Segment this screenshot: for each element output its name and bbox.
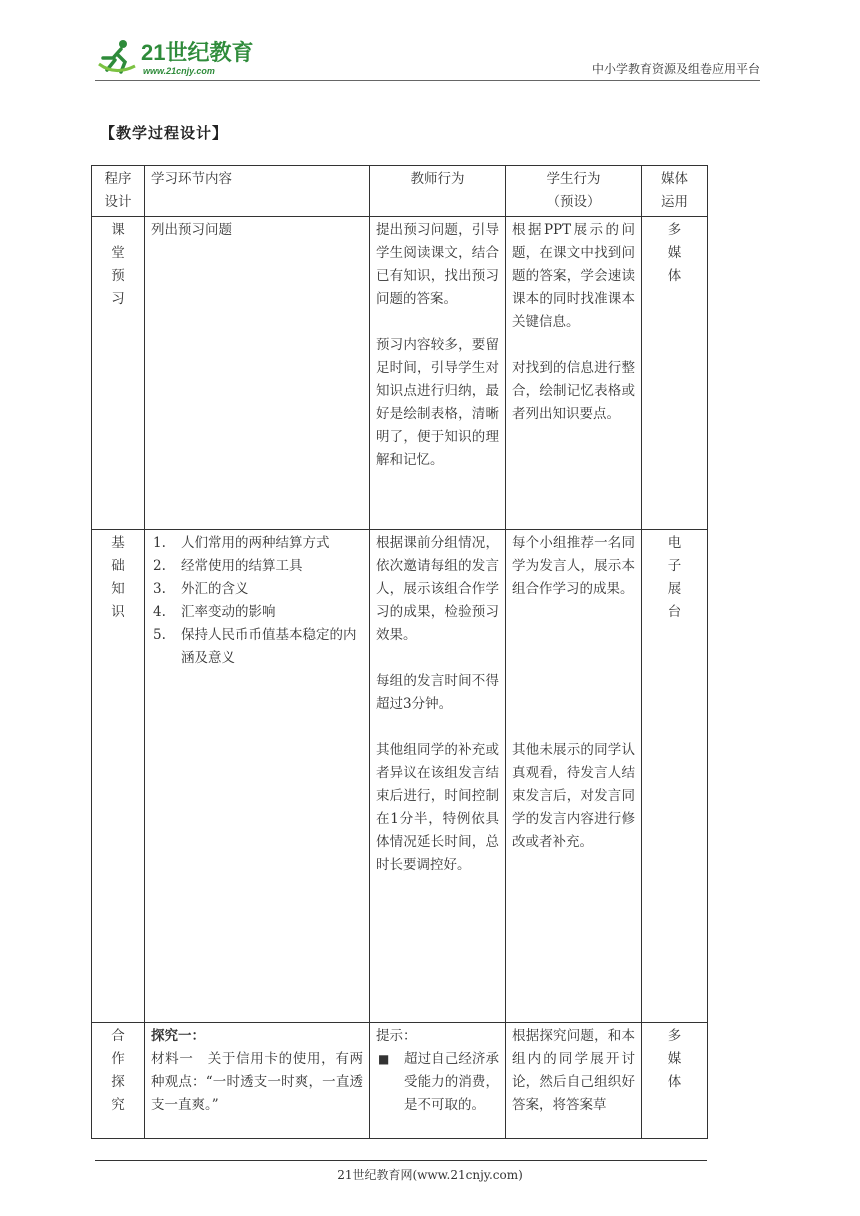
header-divider [95,80,760,81]
platform-name: 中小学教育资源及组卷应用平台 [591,62,760,76]
knowledge-list [151,532,363,670]
section-title: 【教学过程设计】 [100,124,229,142]
media-cell: 多 媒 体 [642,1023,708,1139]
footer-divider [95,1160,707,1161]
content-cell [145,1023,370,1139]
runner-icon [99,40,135,72]
student-cell: 每个小组推荐一名同学为发言人，展示本组合作学习的成果。 其他未展示的同学认真观看，待发言人结束发言后，对发言同学的发言内容进行修改或者补充。 [506,530,642,1023]
table-header-row [92,166,708,217]
header-teacher: 教师行为 [370,166,506,217]
teacher-cell: 根据课前分组情况，依次邀请每组的发言人，展示该组合作学习的成果，检验预习效果。 每组的发言时间不得超过3分钟。 其他组同学的补充或者异议在该组发言结束后进行，时间控制在1分半，特例依具体情况延长时间，总时长要调控好。 [370,530,506,1023]
site-logo [95,36,265,78]
logo-text: 21世纪教育 [141,40,254,65]
square-bullet-icon: ■ [378,1052,390,1066]
header-content: 学习环节内容 [145,166,370,217]
logo-url: www.21cnjy.com [143,66,215,76]
table-row [92,530,708,1023]
media-cell: 多 媒 体 [642,217,708,530]
teacher-cell: 提出预习问题，引导学生阅读课文，结合已有知识，找出预习问题的答案。 预习内容较多，要留足时间，引导学生对知识点进行归纳，最好是绘制表格，清晰明了，便于知识的理解和记忆。 [370,217,506,530]
teacher-cell: 提示： ■ 超过自己经济承受能力的消费，是不可取的。 [370,1023,506,1139]
list-item: 4. 汇率变动的影响 [153,604,276,620]
inquiry-title: 探究一： [151,1028,205,1044]
table-row [92,217,708,530]
stage-cell: 基 础 知 识 [92,530,145,1023]
page-header [95,34,760,82]
content-cell [145,530,370,1023]
table-row [92,1023,708,1139]
content-cell: 列出预习问题 [145,217,370,530]
teaching-process-table [91,165,708,1139]
list-item: 2. 经常使用的结算工具 [153,558,303,574]
material-text: 材料一 关于信用卡的使用，有两种观点：“一时透支一时爽，一直透支一直爽。” [151,1051,363,1113]
list-item: 3. 外汇的含义 [153,581,249,597]
student-cell: 根据探究问题，和本组内的同学展开讨论，然后自己组织好答案，将答案草 [506,1023,642,1139]
header-media: 媒体 运用 [642,166,708,217]
header-procedure: 程序 设计 [92,166,145,217]
student-cell: 根据PPT展示的问题，在课文中找到问题的答案，学会速读课本的同时找准课本关键信息。 对找到的信息进行整合，绘制记忆表格或者列出知识要点。 [506,217,642,530]
list-item: 5. 保持人民币币值基本稳定的内涵及意义 [153,627,357,666]
header-student: 学生行为 （预设） [506,166,642,217]
media-cell: 电 子 展 台 [642,530,708,1023]
stage-cell: 合 作 探 究 [92,1023,145,1139]
page-footer: 21世纪教育网(www.21cnjy.com) [337,1168,523,1182]
list-item: 1. 人们常用的两种结算方式 [153,535,330,551]
stage-cell: 课 堂 预 习 [92,217,145,530]
